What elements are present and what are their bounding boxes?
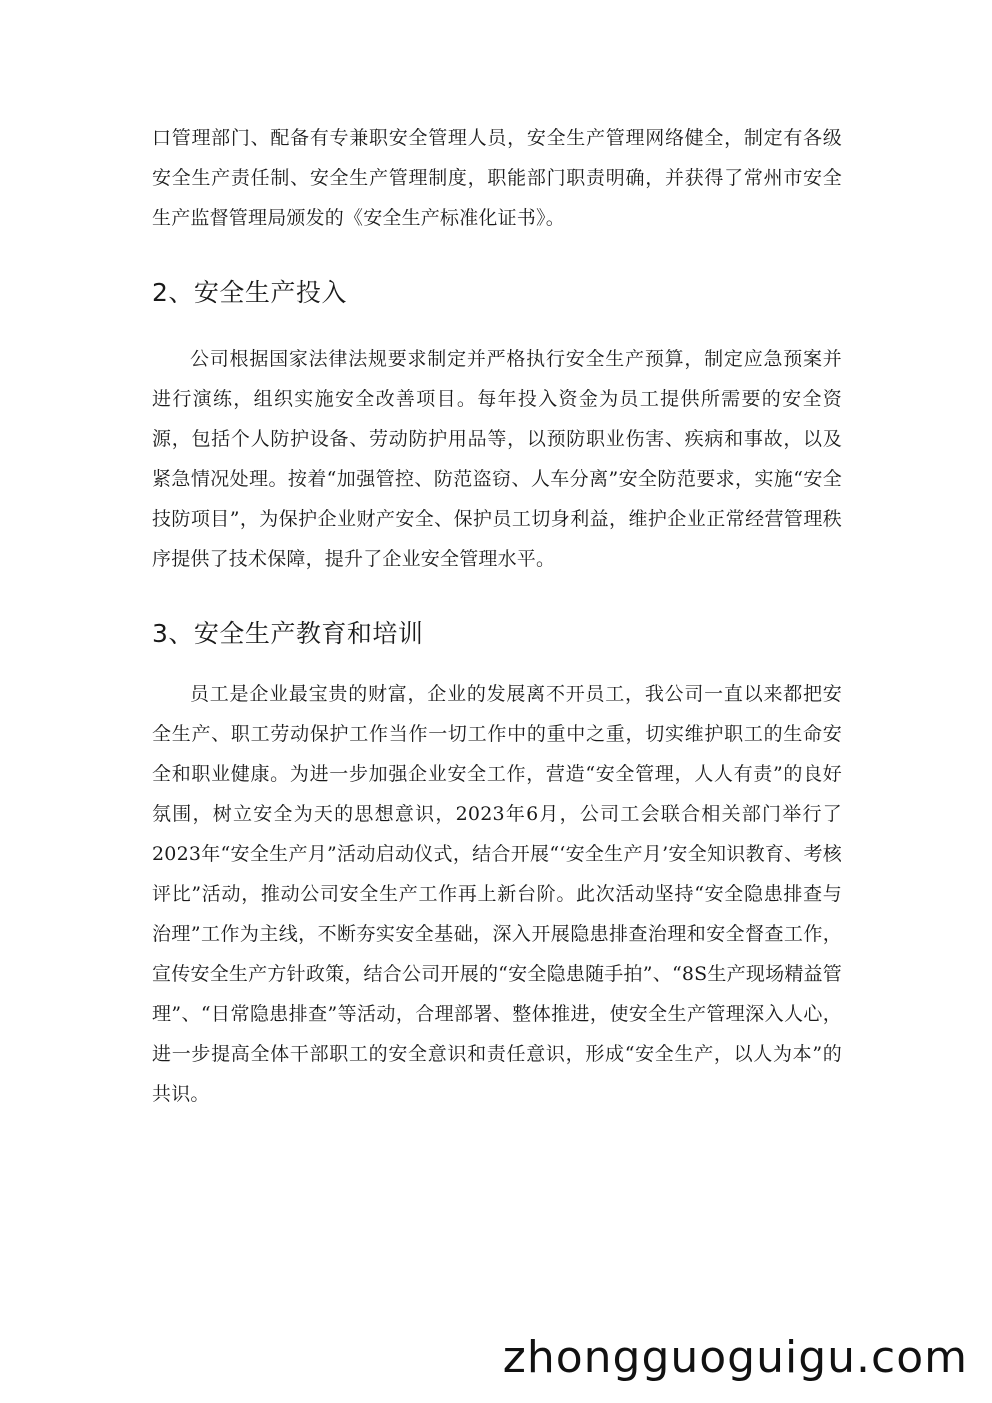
intro-paragraph: 口管理部门、配备有专兼职安全管理人员，安全生产管理网络健全，制定有各级安全生产责任制、安全生产管理制度，职能部门职责明确，并获得了常州市安全生产监督管理局颁发的《安全生产标准化证书》。: [152, 127, 842, 229]
section-heading-safety-investment: 2、安全生产投入: [152, 278, 347, 307]
document-body: [152, 118, 842, 1114]
section-heading-safety-training: 3、安全生产教育和培训: [152, 619, 424, 648]
site-watermark: zhongguoguigu.com: [502, 1332, 968, 1383]
section-body-safety-training: 员工是企业最宝贵的财富，企业的发展离不开员工，我公司一直以来都把安全生产、职工劳动保护工作当作一切工作中的重中之重，切实维护职工的生命安全和职业健康。为进一步加强企业安全工作，营造“安全管理，人人有责”的良好氛围，树立安全为天的思想意识，2023年6月，公司工会联合相关部门举行了2023年“安全生产月”活动启动仪式，结合开展“‘安全生产月’安全知识教育、考核评比”活动，推动公司安全生产工作再上新台阶。此次活动坚持“安全隐患排查与治理”工作为主线，不断夯实安全基础，深入开展隐患排查治理和安全督查工作，宣传安全生产方针政策，结合公司开展的“安全隐患随手拍”、“8S生产现场精益管理”、“日常隐患排查”等活动，合理部署、整体推进，使安全生产管理深入人心，进一步提高全体干部职工的安全意识和责任意识，形成“安全生产，以人为本”的共识。: [152, 683, 842, 1105]
section-body-safety-investment: 公司根据国家法律法规要求制定并严格执行安全生产预算，制定应急预案并进行演练，组织实施安全改善项目。每年投入资金为员工提供所需要的安全资源，包括个人防护设备、劳动防护用品等，以预防职业伤害、疾病和事故，以及紧急情况处理。按着“加强管控、防范盗窃、人车分离”安全防范要求，实施“安全技防项目”，为保护企业财产安全、保护员工切身利益，维护企业正常经营管理秩序提供了技术保障，提升了企业安全管理水平。: [152, 348, 842, 570]
